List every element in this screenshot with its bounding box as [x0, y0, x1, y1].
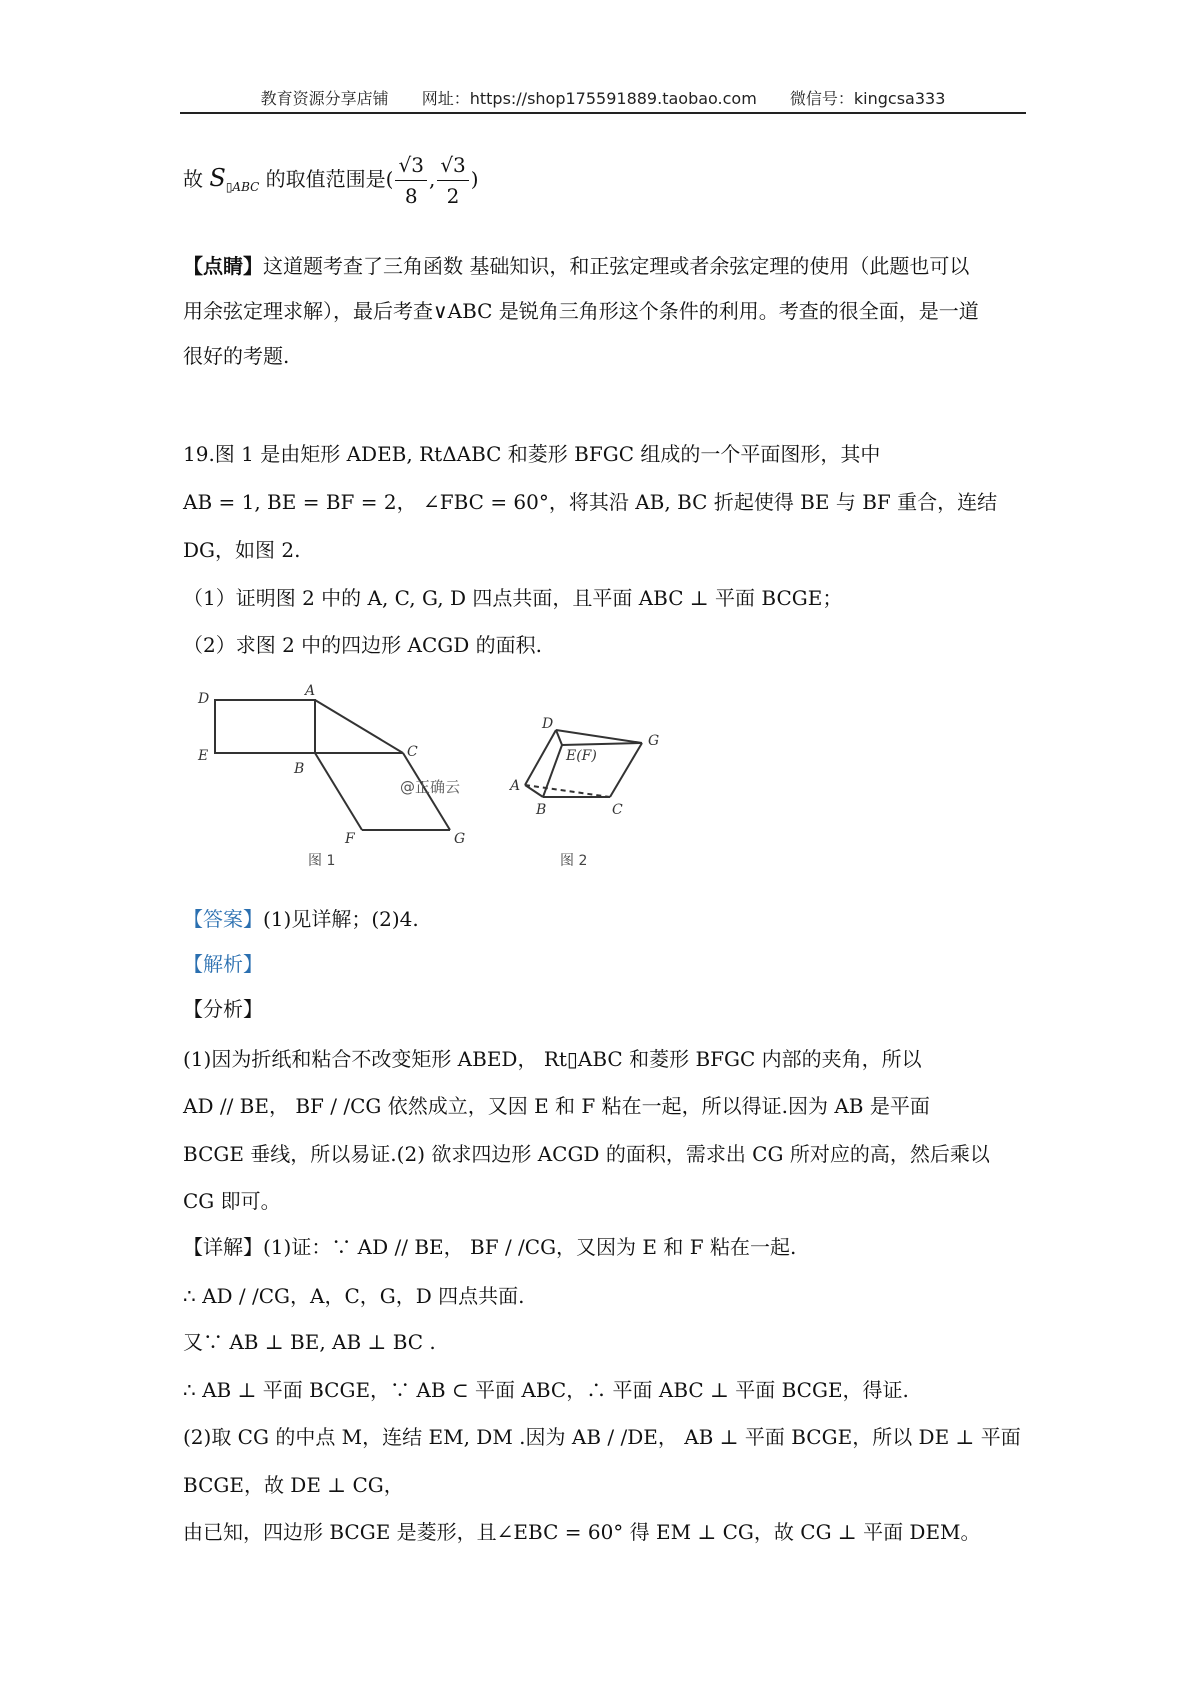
comment-line-1: 【点睛】这道题考查了三角函数 基础知识，和正弦定理或者余弦定理的使用（此题也可以	[183, 254, 970, 278]
fraction-2	[437, 150, 468, 211]
fig2-edge-ac-dashed	[525, 785, 610, 797]
fig1-label-d: D	[198, 691, 210, 707]
fraction-2-numerator: √3	[437, 150, 468, 181]
fenxi-tag: 【分析】	[183, 997, 263, 1021]
fig1-label-b: B	[294, 761, 305, 777]
fig2-label-d: D	[542, 716, 554, 732]
fig1-label-e: E	[198, 748, 209, 764]
problem-line-3: DG，如图 2.	[183, 538, 301, 562]
fig1-label-c: C	[407, 744, 418, 760]
detail-line-7: 由已知，四边形 BCGE 是菱形，且∠EBC = 60° 得 EM ⊥ CG，故 CG ⊥ 平面 DEM。	[183, 1520, 981, 1544]
watermark: @正确云	[400, 778, 461, 796]
paren-open: (	[385, 167, 394, 191]
fenxi-line-3: BCGE 垂线，所以易证.(2) 欲求四边形 ACGD 的面积，需求出 CG 所对应的高，然后乘以	[183, 1142, 990, 1166]
fig2-edge-dg	[556, 730, 642, 743]
header-url[interactable]: 网址：https://shop175591889.taobao.com	[421, 89, 757, 108]
fig1-label-a: A	[305, 683, 316, 699]
fenxi-line-4: CG 即可。	[183, 1189, 281, 1213]
fig1-label-g: G	[454, 831, 466, 847]
fenxi-line-2: AD // BE， BF / /CG 依然成立，又因 E 和 F 粘在一起，所以得证.因为 AB 是平面	[183, 1094, 930, 1118]
geometry-figure	[190, 680, 710, 880]
comma: ,	[428, 167, 436, 191]
fig1-edge-bf	[315, 753, 362, 830]
fig1-edge-ac	[315, 700, 403, 753]
fig2-label-b: B	[536, 802, 547, 818]
fig2-caption: 图 2	[560, 853, 588, 869]
area-subscript: ▯ABC	[225, 180, 260, 194]
header-rule	[180, 112, 1026, 114]
detail-tag: 【详解】	[183, 1235, 263, 1259]
fig2-label-c: C	[612, 802, 623, 818]
problem-line-1: 19.图 1 是由矩形 ADEB, RtΔABC 和菱形 BFGC 组成的一个平面图形，其中	[183, 442, 881, 466]
fig2-label-ef: E(F)	[566, 748, 597, 764]
fig2-label-g: G	[648, 733, 660, 749]
analysis-tag: 【解析】	[183, 952, 263, 976]
fig1-label-f: F	[345, 831, 355, 847]
detail-line-5: (2)取 CG 的中点 M，连结 EM, DM .因为 AB / /DE， AB ⊥ 平面 BCGE，所以 DE ⊥ 平面	[183, 1425, 1021, 1449]
header-wechat: 微信号：kingcsa333	[789, 89, 946, 108]
fraction-1-numerator: √3	[395, 150, 426, 181]
detail-line-6: BCGE，故 DE ⊥ CG，	[183, 1473, 404, 1497]
comment-tag: 【点睛】	[183, 254, 263, 278]
page-header	[180, 86, 1026, 109]
fig1-rectangle-adeb	[215, 700, 315, 753]
fenxi-line-1: (1)因为折纸和粘合不改变矩形 ABED， Rt▯ABC 和菱形 BFGC 内部的夹角，所以	[183, 1047, 922, 1071]
problem-line-2: AB = 1, BE = BF = 2， ∠FBC = 60°，将其沿 AB, BC 折起使得 BE 与 BF 重合，连结	[183, 490, 998, 514]
result-text: 的取值范围是	[265, 167, 386, 191]
answer-line	[183, 905, 419, 933]
fraction-1	[395, 150, 426, 211]
fig1-caption: 图 1	[308, 853, 336, 869]
problem-question-1: （1）证明图 2 中的 A, C, G, D 四点共面，且平面 ABC ⊥ 平面 BCGE；	[183, 586, 843, 610]
result-prefix: 故	[183, 167, 203, 191]
problem-question-2: （2）求图 2 中的四边形 ACGD 的面积.	[183, 633, 542, 657]
answer-text: (1)见详解；(2)4.	[263, 907, 419, 931]
fig2-edge-de	[556, 730, 562, 745]
comment-line-3: 很好的考题.	[183, 344, 290, 368]
detail-line-3: 又∵ AB ⊥ BE, AB ⊥ BC .	[183, 1330, 436, 1354]
header-shop: 教育资源分享店铺	[260, 89, 389, 108]
fig2-edge-eg	[562, 743, 642, 745]
paren-close: )	[470, 167, 479, 191]
answer-tag: 【答案】	[183, 907, 263, 931]
result-line	[183, 148, 479, 217]
fraction-2-denominator: 2	[446, 184, 460, 208]
detail-line-1: 【详解】(1)证：∵ AD // BE， BF / /CG，又因为 E 和 F 粘在一起.	[183, 1235, 797, 1259]
detail-line-2: ∴ AD / /CG，A，C，G，D 四点共面.	[183, 1284, 525, 1308]
comment-line-2: 用余弦定理求解），最后考查∨ABC 是锐角三角形这个条件的利用。考查的很全面，是一道	[183, 299, 979, 323]
detail-line-4: ∴ AB ⊥ 平面 BCGE，∵ AB ⊂ 平面 ABC，∴ 平面 ABC ⊥ 平面 BCGE，得证.	[183, 1378, 909, 1402]
fig2-label-a: A	[510, 778, 521, 794]
area-symbol: S	[209, 164, 226, 192]
fig2-edge-cg	[610, 743, 642, 797]
fraction-1-denominator: 8	[404, 184, 418, 208]
